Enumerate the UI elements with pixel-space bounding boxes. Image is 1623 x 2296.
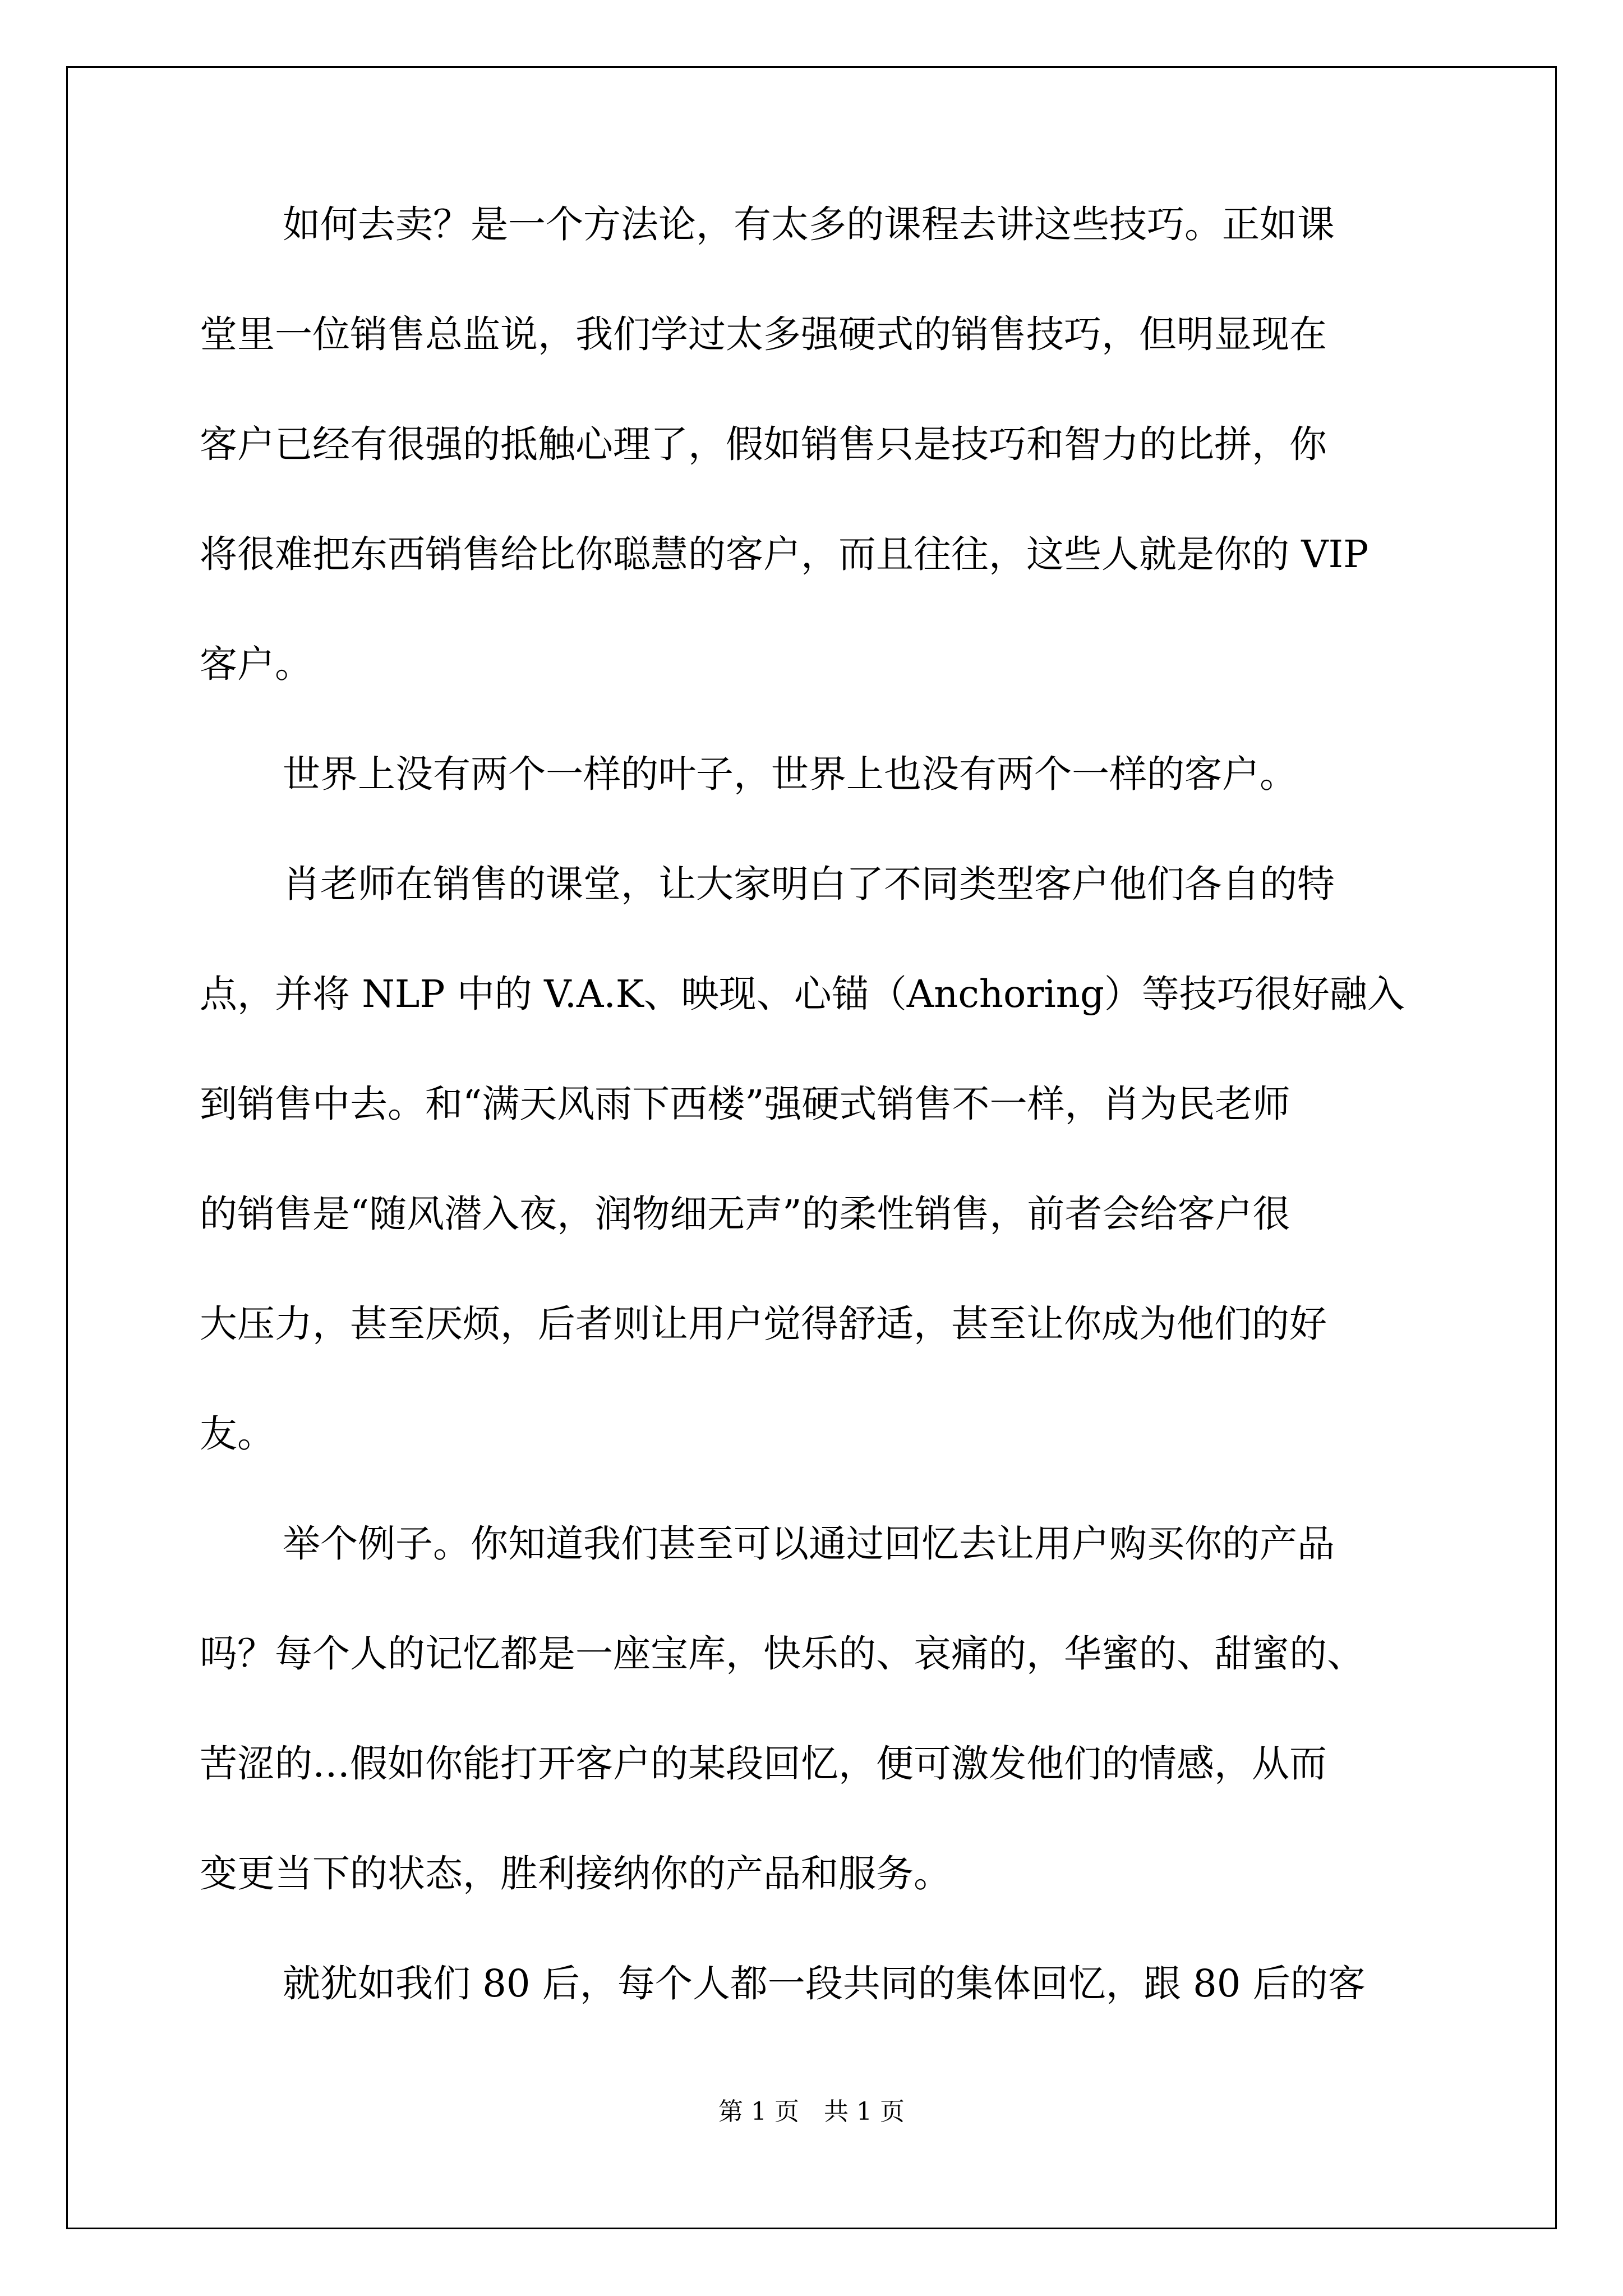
paragraph-line: 大压力，甚至厌烦，后者则让用户觉得舒适，甚至让你成为他们的好	[200, 1302, 1327, 1346]
paragraph-line: 苦涩的…假如你能打开客户的某段回忆，便可激发他们的情感，从而	[200, 1742, 1327, 1786]
paragraph-line: 的销售是“随风潜入夜，润物细无声”的柔性销售，前者会给客户很	[200, 1192, 1290, 1236]
paragraph-line: 点，并将 NLP 中的 V.A.K、映现、心锚（Anchoring）等技巧很好融入	[200, 972, 1405, 1016]
paragraph-line: 世界上没有两个一样的叶子，世界上也没有两个一样的客户。	[283, 752, 1297, 796]
paragraph-line: 吗？每个人的记忆都是一座宝库，快乐的、哀痛的，华蜜的、甜蜜的、	[200, 1632, 1364, 1676]
paragraph-line: 客户。	[200, 642, 312, 686]
paragraph-line: 就犹如我们 80 后，每个人都一段共同的集体回忆，跟 80 后的客	[283, 1962, 1366, 2005]
page-footer: 第 1 页 共 1 页	[718, 2097, 905, 2126]
paragraph-line: 客户已经有很强的抵触心理了，假如销售只是技巧和智力的比拼，你	[200, 422, 1327, 466]
paragraph-line: 肖老师在销售的课堂，让大家明白了不同类型客户他们各自的特	[283, 862, 1335, 906]
paragraph-line: 变更当下的状态，胜利接纳你的产品和服务。	[200, 1852, 951, 1895]
paragraph-line: 友。	[200, 1412, 275, 1456]
paragraph-line: 如何去卖？是一个方法论，有太多的课程去讲这些技巧。正如课	[283, 203, 1335, 246]
paragraph-line: 举个例子。你知道我们甚至可以通过回忆去让用户购买你的产品	[283, 1522, 1335, 1566]
paragraph-line: 到销售中去。和“满天风雨下西楼”强硬式销售不一样，肖为民老师	[200, 1082, 1290, 1126]
paragraph-line: 堂里一位销售总监说，我们学过太多强硬式的销售技巧，但明显现在	[200, 312, 1327, 356]
paragraph-line: 将很难把东西销售给比你聪慧的客户，而且往往，这些人就是你的 VIP	[200, 532, 1369, 576]
page-border	[66, 66, 1557, 2229]
